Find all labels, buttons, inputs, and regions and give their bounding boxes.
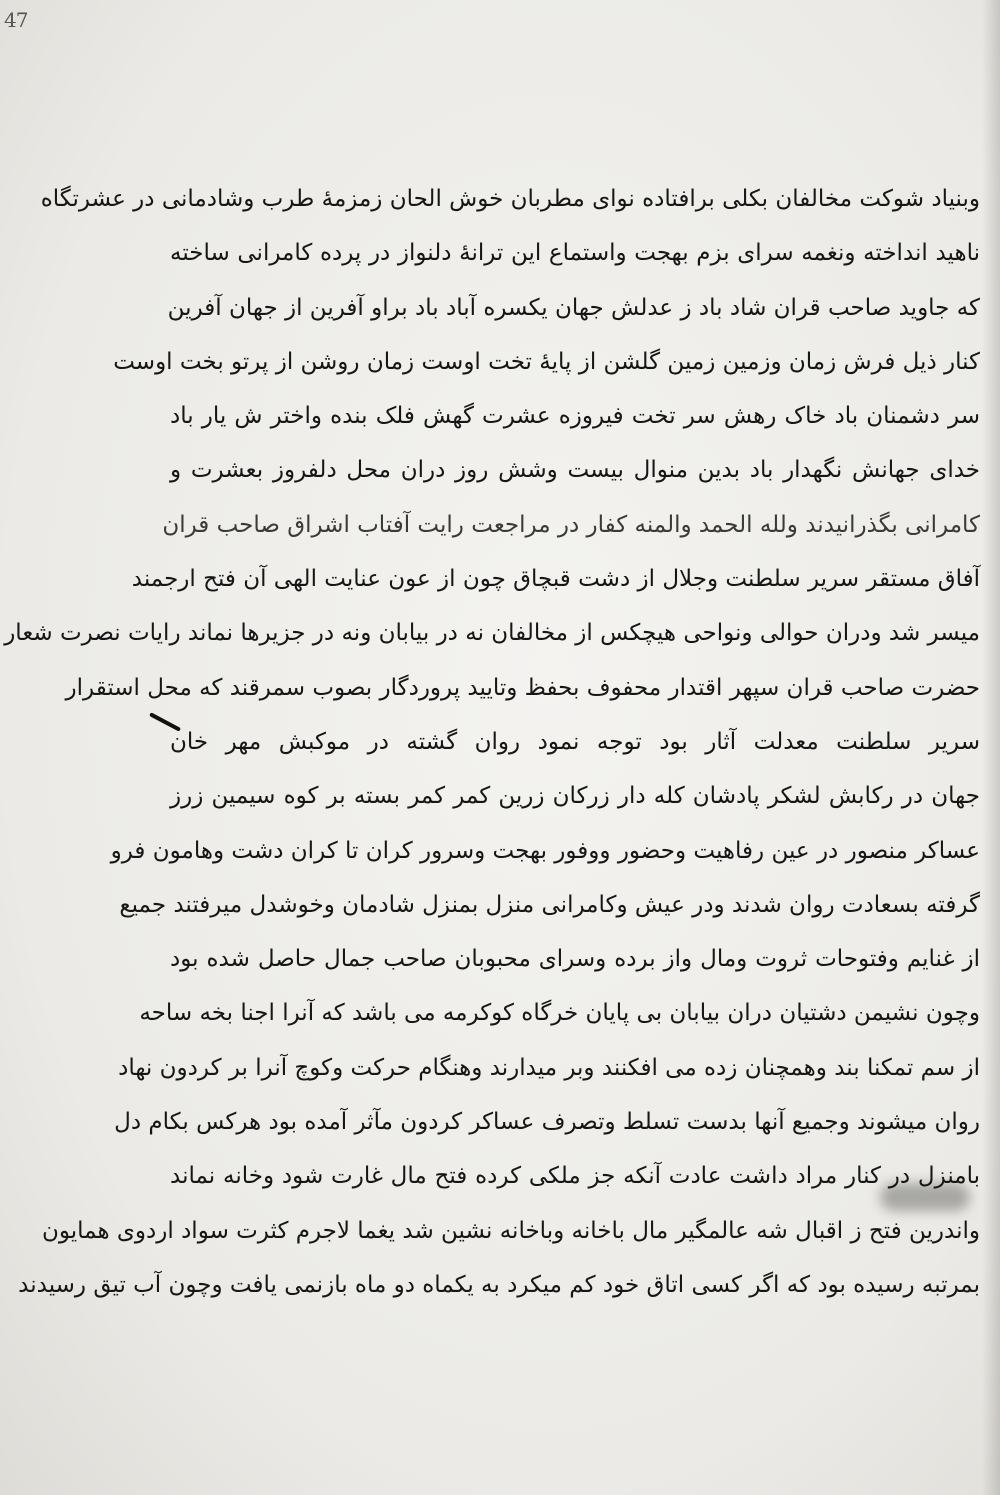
text-line: کنار ذیل فرش زمان وزمین زمین گلشن از پایهٔ تخت اوست زمان روشن از پرتو بخت اوست	[113, 348, 980, 375]
text-line: واندرین فتح ز اقبال شه عالمگیر مال باخانه وباخانه نشین شد یغما لاجرم کثرت سواد اردوی همایون	[41, 1217, 980, 1244]
text-line: ناهید انداخته ونغمه سرای بزم بهجت واستماع این ترانهٔ دلنواز در پرده کامرانی ساخته	[170, 240, 980, 267]
text-line: وبنیاد شوکت مخالفان بکلی برافتاده نوای مطربان خوش الحان زمزمهٔ طرب وشادمانی در عشرتگاه	[40, 186, 980, 212]
text-line: خدای جهانش نگهدار باد بدین منوال بیست وشش روز دران محل دلفروز بعشرت و	[170, 457, 980, 484]
text-line: گرفته بسعادت روان شدند ودر عیش وکامرانی منزل بمنزل شادمان وخوشدل میرفتند جمیع	[119, 891, 980, 918]
text-line: حضرت صاحب قران سپهر اقتدار محفوف بحفظ وتایید پروردگار بصوب سمرقند که محل استقرار	[65, 674, 980, 701]
manuscript-text-block	[4, 172, 980, 1312]
text-line: جهان در رکابش لشکر پادشان کله دار زرکان زرین کمر کمر بسته بر کوه سیمین زرز	[170, 783, 980, 810]
text-line: عساکر منصور در عین رفاهیت وحضور ووفور بهجت وسرور کران تا کران دشت وهامون فرو	[110, 837, 980, 864]
text-line: سر دشمنان باد خاک رهش سر تخت فیروزه عشرت گهش فلک بنده واختر ش یار باد	[170, 403, 980, 430]
text-line: بامنزل در کنار مراد داشت عادت آنکه جز ملکی کرده فتح مال غارت شود وخانه نماند	[170, 1163, 980, 1190]
text-line: آفاق مستقر سریر سلطنت وجلال از دشت قبچاق چون از عون عنایت الهی آن فتح ارجمند	[131, 566, 980, 593]
text-line: وچون نشیمن دشتیان دران بیابان بی پایان خرگاه کوکرمه می باشد که آنرا اجنا بخه ساحه	[139, 1000, 980, 1027]
text-line: که جاوید صاحب قران شاد باد ز عدلش جهان یکسره آباد باد براو آفرین از جهان آفرین	[167, 294, 980, 321]
text-line: روان میشوند وجمیع آنها بدست تسلط وتصرف عساکر کردون مآثر آمده بود هرکس بکام دل	[114, 1109, 980, 1136]
page-edge-shadow	[982, 0, 1000, 1495]
text-line: از سم تمکنا بند وهمچنان زده می افکنند وبر میدارند وهنگام حرکت وکوچ آنرا بر کردون نهاد	[118, 1054, 980, 1081]
text-line: میسر شد ودران حوالی ونواحی هیچکس از مخالفان نه در بیابان ونه در جزیرها نماند رایات نصرت شعار	[4, 620, 980, 647]
text-line: سریر سلطنت معدلت آثار بود توجه نمود روان گشته در موکبش مهر خان	[170, 728, 980, 755]
text-line: بمرتبه رسیده بود که اگر کسی اتاق خود کم میکرد به یکماه دو ماه بازنمی یافت وچون آب تیق رسیدند	[18, 1271, 980, 1298]
text-line: کامرانی بگذرانیدند ولله الحمد والمنه کفار در مراجعت رایت آفتاب اشراق صاحب قران	[162, 511, 980, 538]
folio-number: 47	[4, 8, 28, 32]
text-line: از غنایم وفتوحات ثروت ومال واز برده وسرای محبوبان صاحب جمال حاصل شده بود	[170, 946, 980, 973]
